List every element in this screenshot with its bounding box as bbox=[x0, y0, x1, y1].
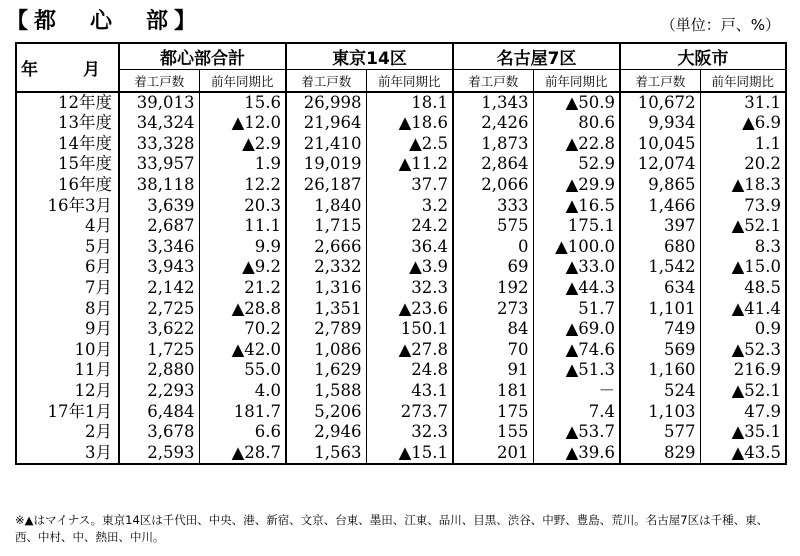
table-row bbox=[16, 278, 786, 299]
cell-count: 3,622 bbox=[119, 319, 199, 340]
cell-count: 69 bbox=[453, 257, 533, 278]
cell-count: 2,864 bbox=[453, 154, 533, 175]
cell-count: 273 bbox=[453, 298, 533, 319]
table-body bbox=[16, 92, 786, 464]
table-row bbox=[16, 175, 786, 196]
cell-count: 680 bbox=[620, 237, 700, 258]
cell-ratio: ▲28.7 bbox=[199, 443, 286, 464]
cell-ratio: 52.9 bbox=[533, 154, 620, 175]
cell-ratio: 36.4 bbox=[366, 237, 453, 258]
row-period: 16年度 bbox=[58, 175, 112, 195]
header-ratio: 前年同期比 bbox=[700, 70, 786, 93]
cell-ratio: 32.3 bbox=[366, 278, 453, 299]
row-period: 16年3月 bbox=[47, 195, 112, 215]
cell-count: 2,332 bbox=[286, 257, 366, 278]
cell-count: 1,316 bbox=[286, 278, 366, 299]
cell-ratio: ▲15.1 bbox=[366, 443, 453, 464]
row-period: 12年度 bbox=[58, 93, 112, 112]
cell-count: 1,160 bbox=[620, 360, 700, 381]
table-row bbox=[16, 319, 786, 340]
table-row bbox=[16, 257, 786, 278]
cell-count: 1,542 bbox=[620, 257, 700, 278]
cell-ratio: 31.1 bbox=[700, 92, 786, 113]
header-count: 着工戸数 bbox=[286, 70, 366, 93]
cell-count: 181 bbox=[453, 381, 533, 402]
cell-count: 91 bbox=[453, 360, 533, 381]
cell-count: 577 bbox=[620, 422, 700, 443]
cell-ratio: ▲3.9 bbox=[366, 257, 453, 278]
cell-ratio: － bbox=[533, 381, 620, 402]
cell-count: 2,789 bbox=[286, 319, 366, 340]
cell-count: 829 bbox=[620, 443, 700, 464]
table-row bbox=[16, 154, 786, 175]
header-region-nagoya: 名古屋7区 bbox=[453, 43, 620, 70]
table-row bbox=[16, 237, 786, 258]
cell-ratio: 6.6 bbox=[199, 422, 286, 443]
cell-count: 2,593 bbox=[119, 443, 199, 464]
cell-count: 3,639 bbox=[119, 195, 199, 216]
cell-count: 38,118 bbox=[119, 175, 199, 196]
cell-count: 3,678 bbox=[119, 422, 199, 443]
cell-ratio: ▲15.0 bbox=[700, 257, 786, 278]
cell-count: 9,865 bbox=[620, 175, 700, 196]
row-period: 2月 bbox=[85, 422, 112, 442]
cell-count: 575 bbox=[453, 216, 533, 237]
cell-ratio: 11.1 bbox=[199, 216, 286, 237]
cell-ratio: 9.9 bbox=[199, 237, 286, 258]
cell-count: 70 bbox=[453, 340, 533, 361]
cell-count: 1,563 bbox=[286, 443, 366, 464]
row-period: 3月 bbox=[85, 442, 112, 462]
cell-ratio: ▲16.5 bbox=[533, 195, 620, 216]
cell-ratio: ▲69.0 bbox=[533, 319, 620, 340]
cell-ratio: ▲51.3 bbox=[533, 360, 620, 381]
cell-count: 1,725 bbox=[119, 340, 199, 361]
cell-count: 26,998 bbox=[286, 92, 366, 113]
cell-count: 6,484 bbox=[119, 401, 199, 422]
cell-count: 175 bbox=[453, 401, 533, 422]
cell-count: 21,964 bbox=[286, 113, 366, 134]
cell-ratio: 48.5 bbox=[700, 278, 786, 299]
table-row bbox=[16, 401, 786, 422]
cell-ratio: ▲44.3 bbox=[533, 278, 620, 299]
row-period: 10月 bbox=[74, 339, 112, 359]
row-period: 14年度 bbox=[58, 133, 112, 153]
cell-count: 33,328 bbox=[119, 134, 199, 155]
table-row bbox=[16, 195, 786, 216]
header-ratio: 前年同期比 bbox=[533, 70, 620, 93]
header-year-month: 年 月 bbox=[16, 43, 119, 92]
cell-ratio: 32.3 bbox=[366, 422, 453, 443]
table-row bbox=[16, 134, 786, 155]
cell-ratio: ▲53.7 bbox=[533, 422, 620, 443]
header-count: 着工戸数 bbox=[119, 70, 199, 93]
cell-count: 333 bbox=[453, 195, 533, 216]
unit-label: （単位：戸、%） bbox=[660, 16, 780, 34]
row-period: 12月 bbox=[74, 381, 112, 401]
cell-ratio: 21.2 bbox=[199, 278, 286, 299]
cell-ratio: 0.9 bbox=[700, 319, 786, 340]
cell-ratio: ▲18.6 bbox=[366, 113, 453, 134]
cell-count: 5,206 bbox=[286, 401, 366, 422]
cell-count: 155 bbox=[453, 422, 533, 443]
cell-ratio: 1.9 bbox=[199, 154, 286, 175]
housing-starts-table bbox=[15, 42, 787, 465]
cell-ratio: 73.9 bbox=[700, 195, 786, 216]
footnote: ※▲はマイナス。東京14区は千代田、中央、港、新宿、文京、台東、墨田、江東、品川、目黒、渋谷、中野、豊島、荒川。名古屋7区は千種、東、西、中村、中、熱田、中川。 bbox=[15, 513, 769, 544]
cell-count: 0 bbox=[453, 237, 533, 258]
cell-count: 2,293 bbox=[119, 381, 199, 402]
cell-ratio: 8.3 bbox=[700, 237, 786, 258]
cell-ratio: 20.3 bbox=[199, 195, 286, 216]
header-row-sub bbox=[16, 70, 786, 93]
row-period: 17年1月 bbox=[47, 401, 112, 421]
row-period: 15年度 bbox=[58, 154, 112, 174]
cell-count: 1,343 bbox=[453, 92, 533, 113]
row-period: 6月 bbox=[85, 257, 112, 277]
cell-count: 1,629 bbox=[286, 360, 366, 381]
row-period: 4月 bbox=[85, 216, 112, 236]
cell-ratio: ▲35.1 bbox=[700, 422, 786, 443]
cell-count: 10,672 bbox=[620, 92, 700, 113]
cell-ratio: 47.9 bbox=[700, 401, 786, 422]
cell-count: 192 bbox=[453, 278, 533, 299]
cell-ratio: ▲2.9 bbox=[199, 134, 286, 155]
header-region-tokyo: 東京14区 bbox=[286, 43, 453, 70]
cell-count: 2,946 bbox=[286, 422, 366, 443]
cell-count: 524 bbox=[620, 381, 700, 402]
cell-ratio: ▲18.3 bbox=[700, 175, 786, 196]
cell-ratio: 80.6 bbox=[533, 113, 620, 134]
header-count: 着工戸数 bbox=[453, 70, 533, 93]
cell-ratio: ▲2.5 bbox=[366, 134, 453, 155]
cell-ratio: 181.7 bbox=[199, 401, 286, 422]
cell-count: 3,346 bbox=[119, 237, 199, 258]
row-period: 8月 bbox=[85, 298, 112, 318]
cell-count: 2,426 bbox=[453, 113, 533, 134]
cell-ratio: ▲39.6 bbox=[533, 443, 620, 464]
header-count: 着工戸数 bbox=[620, 70, 700, 93]
header-ratio: 前年同期比 bbox=[366, 70, 453, 93]
cell-count: 1,086 bbox=[286, 340, 366, 361]
cell-count: 201 bbox=[453, 443, 533, 464]
cell-ratio: 12.2 bbox=[199, 175, 286, 196]
cell-ratio: ▲33.0 bbox=[533, 257, 620, 278]
cell-ratio: 20.2 bbox=[700, 154, 786, 175]
cell-ratio: ▲12.0 bbox=[199, 113, 286, 134]
cell-count: 2,687 bbox=[119, 216, 199, 237]
cell-ratio: 1.1 bbox=[700, 134, 786, 155]
header-region-total: 都心部合計 bbox=[119, 43, 286, 70]
cell-count: 19,019 bbox=[286, 154, 366, 175]
cell-ratio: ▲22.8 bbox=[533, 134, 620, 155]
cell-count: 634 bbox=[620, 278, 700, 299]
cell-ratio: 4.0 bbox=[199, 381, 286, 402]
cell-ratio: ▲52.1 bbox=[700, 216, 786, 237]
cell-count: 2,666 bbox=[286, 237, 366, 258]
cell-count: 9,934 bbox=[620, 113, 700, 134]
cell-ratio: 273.7 bbox=[366, 401, 453, 422]
table-row bbox=[16, 360, 786, 381]
cell-count: 1,873 bbox=[453, 134, 533, 155]
cell-ratio: ▲43.5 bbox=[700, 443, 786, 464]
cell-count: 3,943 bbox=[119, 257, 199, 278]
page-title: 【都 心 部】 bbox=[6, 9, 203, 34]
cell-ratio: ▲100.0 bbox=[533, 237, 620, 258]
cell-count: 1,351 bbox=[286, 298, 366, 319]
cell-ratio: ▲6.9 bbox=[700, 113, 786, 134]
cell-count: 2,880 bbox=[119, 360, 199, 381]
cell-count: 84 bbox=[453, 319, 533, 340]
cell-ratio: 18.1 bbox=[366, 92, 453, 113]
cell-count: 12,074 bbox=[620, 154, 700, 175]
table-row bbox=[16, 113, 786, 134]
cell-ratio: 216.9 bbox=[700, 360, 786, 381]
row-period: 11月 bbox=[74, 360, 112, 380]
cell-count: 749 bbox=[620, 319, 700, 340]
cell-count: 397 bbox=[620, 216, 700, 237]
cell-ratio: ▲74.6 bbox=[533, 340, 620, 361]
row-period: 9月 bbox=[85, 319, 112, 339]
table-row bbox=[16, 92, 786, 113]
cell-count: 1,588 bbox=[286, 381, 366, 402]
cell-count: 569 bbox=[620, 340, 700, 361]
cell-count: 21,410 bbox=[286, 134, 366, 155]
cell-ratio: 7.4 bbox=[533, 401, 620, 422]
cell-ratio: ▲41.4 bbox=[700, 298, 786, 319]
row-period: 13年度 bbox=[58, 113, 112, 133]
header-region-osaka: 大阪市 bbox=[620, 43, 786, 70]
cell-count: 1,840 bbox=[286, 195, 366, 216]
cell-ratio: ▲28.8 bbox=[199, 298, 286, 319]
cell-ratio: 15.6 bbox=[199, 92, 286, 113]
cell-ratio: 24.8 bbox=[366, 360, 453, 381]
table-row bbox=[16, 422, 786, 443]
cell-ratio: ▲52.1 bbox=[700, 381, 786, 402]
cell-ratio: 3.2 bbox=[366, 195, 453, 216]
cell-count: 33,957 bbox=[119, 154, 199, 175]
cell-count: 2,142 bbox=[119, 278, 199, 299]
cell-count: 1,715 bbox=[286, 216, 366, 237]
cell-ratio: ▲29.9 bbox=[533, 175, 620, 196]
header-row-regions bbox=[16, 43, 786, 70]
cell-ratio: ▲9.2 bbox=[199, 257, 286, 278]
cell-count: 1,103 bbox=[620, 401, 700, 422]
cell-count: 39,013 bbox=[119, 92, 199, 113]
cell-count: 26,187 bbox=[286, 175, 366, 196]
cell-count: 1,466 bbox=[620, 195, 700, 216]
cell-ratio: ▲11.2 bbox=[366, 154, 453, 175]
cell-ratio: 175.1 bbox=[533, 216, 620, 237]
cell-count: 1,101 bbox=[620, 298, 700, 319]
cell-ratio: 24.2 bbox=[366, 216, 453, 237]
cell-ratio: 51.7 bbox=[533, 298, 620, 319]
row-period: 5月 bbox=[85, 236, 112, 256]
cell-ratio: 43.1 bbox=[366, 381, 453, 402]
table-row bbox=[16, 381, 786, 402]
cell-count: 10,045 bbox=[620, 134, 700, 155]
cell-count: 34,324 bbox=[119, 113, 199, 134]
cell-ratio: ▲42.0 bbox=[199, 340, 286, 361]
cell-ratio: 37.7 bbox=[366, 175, 453, 196]
table-row bbox=[16, 298, 786, 319]
cell-ratio: 55.0 bbox=[199, 360, 286, 381]
cell-ratio: ▲50.9 bbox=[533, 92, 620, 113]
cell-ratio: 150.1 bbox=[366, 319, 453, 340]
table-row bbox=[16, 340, 786, 361]
cell-ratio: ▲52.3 bbox=[700, 340, 786, 361]
cell-ratio: ▲27.8 bbox=[366, 340, 453, 361]
cell-count: 2,725 bbox=[119, 298, 199, 319]
table-row bbox=[16, 443, 786, 464]
cell-ratio: ▲23.6 bbox=[366, 298, 453, 319]
cell-ratio: 70.2 bbox=[199, 319, 286, 340]
header-ratio: 前年同期比 bbox=[199, 70, 286, 93]
table-row bbox=[16, 216, 786, 237]
cell-count: 2,066 bbox=[453, 175, 533, 196]
row-period: 7月 bbox=[85, 278, 112, 298]
